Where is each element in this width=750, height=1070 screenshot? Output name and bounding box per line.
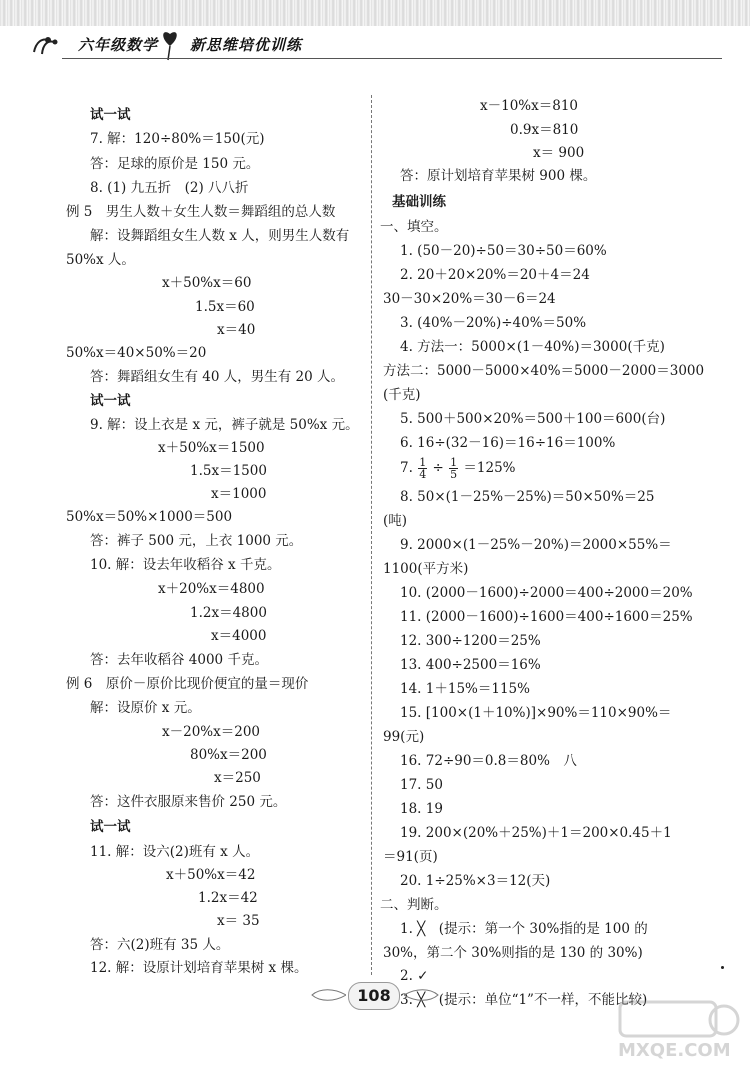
right_column-line: 99(元) xyxy=(383,729,425,745)
right_column-line: 15. [100×(1＋10%)]×90%＝110×90%＝ xyxy=(400,705,672,721)
header-left-title: 六年级数学 xyxy=(78,36,159,54)
left_column-line: 答：去年收稻谷 4000 千克。 xyxy=(90,652,268,668)
left_column-line: 50%x 人。 xyxy=(66,252,135,268)
right_column-line: 2. ✓ xyxy=(400,968,429,984)
left_column-line: 例 5 男生人数＋女生人数＝舞蹈组的总人数 xyxy=(66,204,336,220)
left_column-line: 试一试 xyxy=(90,819,131,835)
left_column-line: x＝1000 xyxy=(211,486,267,502)
leaf-ornament-right-icon xyxy=(404,988,440,1002)
page-number-badge xyxy=(310,978,440,1012)
frac2-denominator: 5 xyxy=(450,468,458,481)
watermark-text: MXQE.COM xyxy=(618,1040,731,1061)
right_column-line: (吨) xyxy=(383,513,408,529)
fraction-one-fifth xyxy=(449,457,458,480)
fraction-line-suffix: ＝125% xyxy=(463,460,516,476)
right_column-line: 30－30×20%＝30－6＝24 xyxy=(383,291,556,307)
leaf-ornament-left-icon xyxy=(310,988,346,1002)
left_column-line: x＋50%x＝1500 xyxy=(158,440,265,456)
left_column-line: 解：设原价 x 元。 xyxy=(90,700,201,716)
right_column-line: 答：原计划培育苹果树 900 棵。 xyxy=(400,168,597,184)
left_column-line: 答：六(2)班有 35 人。 xyxy=(90,937,230,953)
left_column-line: x＝ 35 xyxy=(217,913,260,929)
stray-dot xyxy=(721,966,724,969)
column-divider xyxy=(371,95,372,975)
right_column-line: 二、判断。 xyxy=(380,897,448,913)
page-number: 108 xyxy=(348,982,400,1010)
right_column-line: 3. (40%－20%)÷40%＝50% xyxy=(400,315,587,331)
left_column-line: x＝40 xyxy=(217,322,256,338)
frac1-denominator: 4 xyxy=(419,468,427,481)
left_column-line: 10. 解：设去年收稻谷 x 千克。 xyxy=(90,557,281,573)
right_column-line: x＝ 900 xyxy=(533,145,585,161)
left_column-line: 试一试 xyxy=(90,107,131,123)
right_column-line: 11. (2000－1600)÷1600＝400÷1600＝25% xyxy=(400,609,693,625)
left_column-line: x＝250 xyxy=(214,770,261,786)
right_column-line: 4. 方法一：5000×(1－40%)＝3000(千克) xyxy=(400,339,665,355)
right_column-line: 1100(平方米) xyxy=(383,561,469,577)
right_column-line: 14. 1＋15%＝115% xyxy=(400,681,530,697)
left_column-line: 1.5x＝1500 xyxy=(190,463,267,479)
left_column-line: 50%x＝40×50%＝20 xyxy=(66,345,207,361)
right_column-line: 19. 200×(20%＋25%)＋1＝200×0.45＋1 xyxy=(400,825,672,841)
left_column-line: x＋50%x＝60 xyxy=(162,275,252,291)
left_column-line: 1.5x＝60 xyxy=(195,299,255,315)
heart-balloon-icon xyxy=(152,26,188,62)
left_column-line: 试一试 xyxy=(90,393,131,409)
watermark-seal-icon xyxy=(612,1000,742,1062)
left_column-line: x＋20%x＝4800 xyxy=(158,581,265,597)
right_column-line: 16. 72÷90＝0.8＝80% 八 xyxy=(400,753,577,769)
left_column-line: x－20%x＝200 xyxy=(162,724,261,740)
left_column-line: 9. 解：设上衣是 x 元，裤子就是 50%x 元。 xyxy=(90,417,359,433)
left_column-line: x＋50%x＝42 xyxy=(166,867,256,883)
page-header xyxy=(0,26,750,66)
right_column-line: 13. 400÷2500＝16% xyxy=(400,657,541,673)
right_column-line: 0.9x＝810 xyxy=(510,122,579,138)
right_column-line: 18. 19 xyxy=(400,801,443,817)
watermark-logo xyxy=(612,1000,742,1062)
right_column-line: (千克) xyxy=(383,387,421,403)
left_column-line: 80%x＝200 xyxy=(190,747,267,763)
header-rule xyxy=(62,58,722,59)
right_column-line: 10. (2000－1600)÷2000＝400÷2000＝20% xyxy=(400,585,693,601)
right_column-line: ＝91(页) xyxy=(383,849,438,865)
right_column-line: 1. ╳ (提示：第一个 30%指的是 100 的 xyxy=(400,921,648,937)
left_column-line: 答：裤子 500 元，上衣 1000 元。 xyxy=(90,533,303,549)
left_column-line: 11. 解：设六(2)班有 x 人。 xyxy=(90,844,260,860)
right_column-line: 5. 500＋500×20%＝500＋100＝600(台) xyxy=(400,411,666,427)
right_column-line: 1. (50－20)÷50＝30÷50＝60% xyxy=(400,243,607,259)
left_column-line: 12. 解：设原计划培育苹果树 x 棵。 xyxy=(90,960,308,976)
right_column-line: 3. ╳ (提示：单位“1”不一样，不能比较) xyxy=(400,992,648,1008)
left_column-line: 答：足球的原价是 150 元。 xyxy=(90,156,260,172)
right_column-line: 2. 20＋20×20%＝20＋4＝24 xyxy=(400,267,590,283)
fraction-line-prefix: 7. xyxy=(400,460,413,476)
left_column-line: 1.2x＝42 xyxy=(198,890,258,906)
right_column-line: 6. 16÷(32－16)＝16÷16＝100% xyxy=(400,435,616,451)
left_column-line: 50%x＝50%×1000＝500 xyxy=(66,509,233,525)
left_column-line: 1.2x＝4800 xyxy=(190,605,267,621)
right_column-line: 12. 300÷1200＝25% xyxy=(400,633,541,649)
right_column-line: 30%，第二个 30%则指的是 130 的 30%) xyxy=(383,945,643,961)
left_column-line: 例 6 原价－原价比现价便宜的量＝现价 xyxy=(66,676,309,692)
right_column-line: 方法二：5000－5000×40%＝5000－2000＝3000 xyxy=(383,363,705,379)
frac2-numerator: 1 xyxy=(450,456,458,469)
frac1-numerator: 1 xyxy=(419,456,427,469)
fraction-line xyxy=(400,455,516,481)
right_column-line: 一、填空。 xyxy=(380,219,448,235)
left_column-line: 8. (1) 九五折 (2) 八八折 xyxy=(90,180,249,196)
top-texture-band xyxy=(0,0,750,26)
right_column-line: 9. 2000×(1－25%－20%)＝2000×55%＝ xyxy=(400,537,672,553)
right_column-line: 17. 50 xyxy=(400,777,443,793)
fraction-line-op: ÷ xyxy=(432,460,444,476)
right_column-line: 8. 50×(1－25%－25%)＝50×50%＝25 xyxy=(400,489,655,505)
left_column-line: 7. 解：120÷80%＝150(元) xyxy=(90,131,265,147)
right_column-line: 基础训练 xyxy=(392,194,446,210)
sprout-icon xyxy=(28,30,72,58)
header-right-title: 新思维培优训练 xyxy=(190,36,303,54)
left_column-line: x＝4000 xyxy=(211,628,267,644)
left_column-line: 答：这件衣服原来售价 250 元。 xyxy=(90,794,287,810)
right_column-line: x－10%x＝810 xyxy=(480,98,579,114)
left_column-line: 答：舞蹈组女生有 40 人，男生有 20 人。 xyxy=(90,369,345,385)
right_column-line: 20. 1÷25%×3＝12(天) xyxy=(400,873,551,889)
left_column-line: 解：设舞蹈组女生人数 x 人，则男生人数有 xyxy=(90,228,350,244)
fraction-one-quarter xyxy=(418,457,427,480)
